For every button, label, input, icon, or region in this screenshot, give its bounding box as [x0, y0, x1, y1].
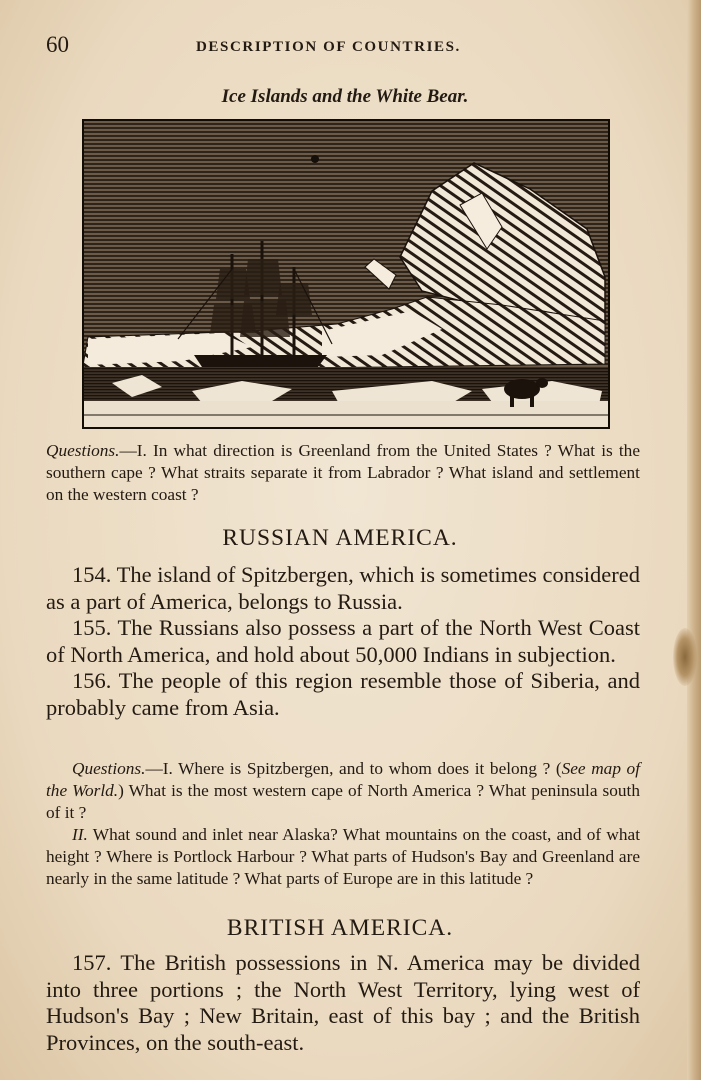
paragraph-text: The people of this region resemble those of Siberia, and probably came from Asia.	[46, 668, 640, 720]
page-stain	[673, 628, 697, 686]
questions-text: What sound and inlet near Alaska? What mountains on the coast, and of what height ? Where is Portlock Harbour ? What parts of Hudson's Bay and Greenland are nearly in the same latitude ? What parts of Europe are in this latitude ?	[46, 825, 640, 888]
map-reference: See map of the World.	[46, 759, 641, 800]
questions-part-1	[46, 758, 640, 824]
russian-paragraphs	[46, 562, 640, 721]
paragraph-156	[46, 668, 640, 721]
questions-russian-america	[46, 758, 640, 890]
questions-greenland	[46, 440, 640, 506]
paragraph-154	[46, 562, 640, 615]
questions-part-2	[46, 824, 640, 890]
engraving-ice-islands	[82, 119, 610, 429]
section-heading-british-america: BRITISH AMERICA.	[226, 915, 454, 941]
illustration-caption: Ice Islands and the White Bear.	[221, 86, 469, 107]
paragraph-number: 155.	[72, 615, 112, 640]
running-title: DESCRIPTION OF COUNTRIES.	[196, 39, 461, 55]
paragraph-157	[46, 950, 640, 1056]
british-paragraphs	[46, 950, 640, 1056]
questions-text: —I. In what direction is Greenland from the United States ? What is the southern cape ? What straits separate it from Labrador ? What island and settlement on the western coast ?	[46, 441, 640, 504]
paragraph-number: 156.	[72, 668, 112, 693]
paragraph-number: 154.	[72, 562, 112, 587]
paragraph-number: 157.	[72, 950, 112, 975]
questions-part-label: II.	[72, 825, 88, 844]
section-heading-russian-america: RUSSIAN AMERICA.	[222, 525, 458, 551]
questions-text: —I. Where is Spitzbergen, and to whom does it belong ? (	[145, 759, 562, 778]
paragraph-text: The British possessions in N. America may be divided into three portions ; the North West Territory, lying west of Hudson's Bay ; New Britain, east of this bay ; and the British Provinces, on the south-east.	[46, 950, 641, 1055]
questions-label: Questions.	[72, 759, 146, 778]
page-number: 60	[46, 32, 69, 57]
page-edge	[687, 0, 701, 1080]
questions-label: Questions.	[46, 441, 120, 460]
paragraph-text: The island of Spitzbergen, which is sometimes considered as a part of America, belongs to Russia.	[46, 562, 640, 614]
paragraph-text: The Russians also possess a part of the North West Coast of North America, and hold about 50,000 Indians in subjection.	[46, 615, 640, 667]
running-head	[46, 32, 661, 62]
paragraph-155	[46, 615, 640, 668]
questions-text: ) What is the most western cape of North America ? What peninsula south of it ?	[46, 781, 640, 822]
